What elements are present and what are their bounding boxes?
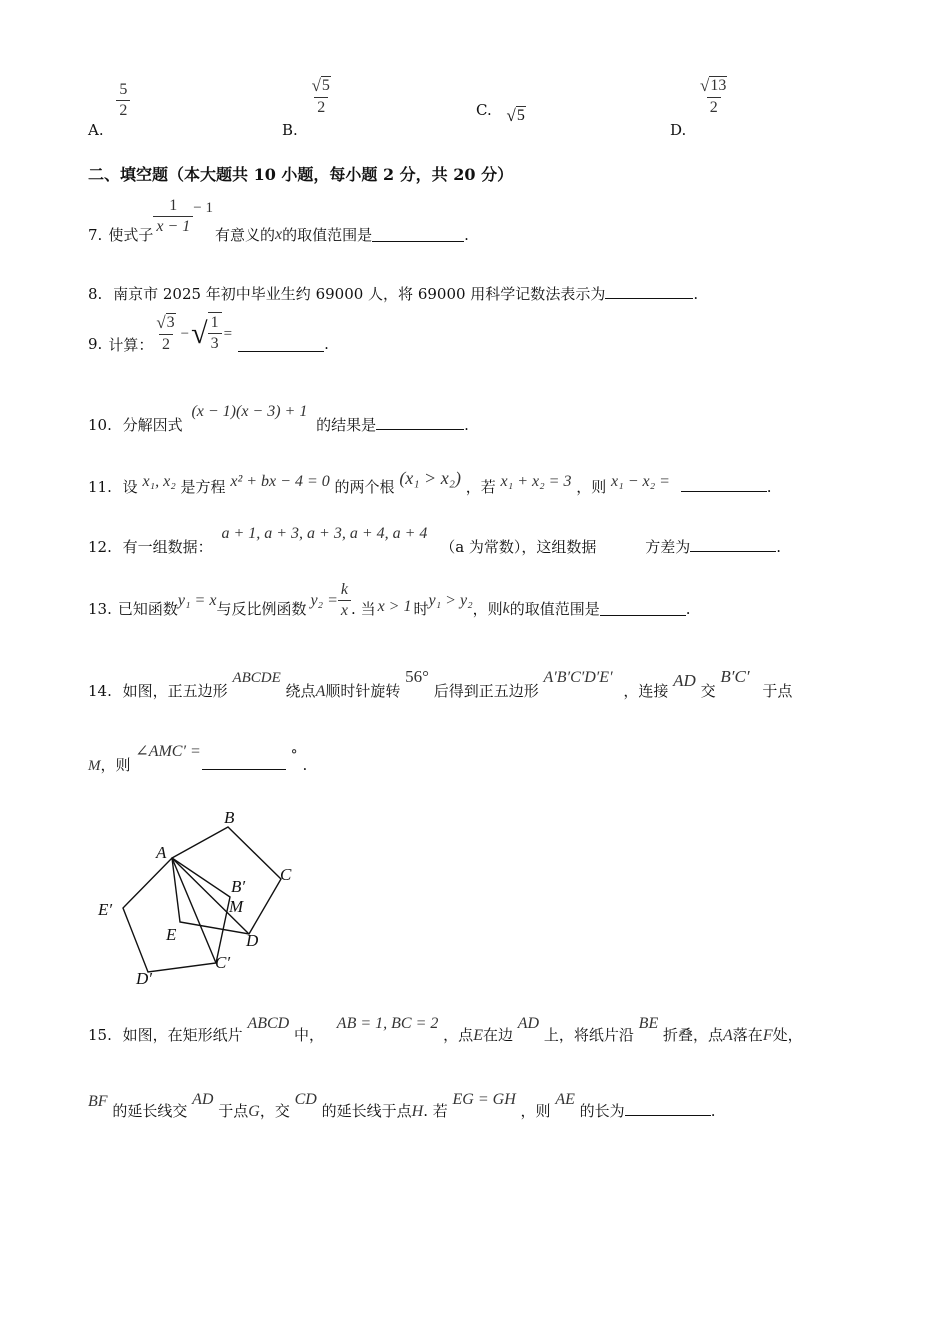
q9-sqrt-fraction: √ $\frac{1}{3}$ — [191, 312, 221, 356]
choice-c-label: C. — [476, 101, 492, 119]
q12-answer-blank[interactable] — [690, 537, 776, 552]
choice-b-fraction: √ 5 2 — [311, 76, 330, 116]
q14-answer-blank[interactable] — [202, 755, 286, 770]
choice-c-sqrt: √ 5 — [506, 106, 525, 125]
q14-figure — [90, 800, 320, 1000]
choice-d — [670, 76, 730, 139]
q11-answer-blank[interactable] — [681, 477, 767, 492]
pentagon-abcde — [172, 827, 281, 934]
choice-b — [282, 76, 334, 139]
question-8: 8. 南京市 2025 年初中毕业生约 69000 人，将 69000 用科学记数法表示为 . — [88, 285, 699, 303]
q7-answer-blank[interactable] — [372, 227, 464, 242]
choice-d-label: D. — [670, 121, 687, 139]
choice-a-label: A. — [88, 120, 104, 139]
q10-answer-blank[interactable] — [376, 415, 464, 430]
question-12: 12. 有一组数据： a + 1, a + 3, a + 3, a + 4, a + 4 （a 为常数），这组数据 方差为 . — [88, 525, 781, 556]
label-b-prime: B′ — [231, 877, 246, 896]
choice-a — [88, 80, 130, 139]
q9-answer-blank[interactable] — [238, 337, 324, 352]
q7-fraction: $\frac{1}{x - 1}$ — [153, 196, 193, 237]
label-a: A — [156, 843, 167, 862]
q8-answer-blank[interactable] — [605, 284, 693, 299]
question-7: 7. 使式子 $\frac{1}{x - 1}$ − 1 有意义的 x 的取值范围是 . — [88, 197, 469, 244]
choice-d-fraction: √ 13 2 — [700, 76, 727, 116]
label-e-prime: E′ — [98, 900, 113, 919]
pentagon-rotated — [123, 858, 230, 972]
label-m: M — [229, 897, 244, 916]
choice-b-label: B. — [282, 121, 298, 139]
q13-fraction: $\frac{k}{x}$ — [338, 580, 351, 621]
question-11: 11. 设 x₁, x₂ 是方程 x² + bx − 4 = 0 的两个根 (x₁ > x₂) ，若 x₁ + x₂ = 3 ，则 x₁ − x₂ = . — [88, 468, 772, 496]
question-14-line-2: M，则 ∠AMC′ = ∘ . — [88, 743, 308, 774]
question-9: 9. 计算： √ 3 2 − √ $\frac{1}{3}$ = . — [88, 312, 329, 356]
question-15: 15. 如图，在矩形纸片 ABCD 中， AB = 1, BC = 2 ，点E在边 AD 上，将纸片沿 BE 折叠，点A落在F处， — [88, 1015, 803, 1044]
label-b: B — [224, 808, 235, 827]
question-15-line-2: BF 的延长线交 AD 于点G，交 CD 的延长线于点H. 若 EG = GH ，则 AE 的长为 . — [88, 1091, 716, 1120]
q9-fraction-1: √ 3 2 — [156, 313, 175, 353]
label-e: E — [166, 925, 177, 944]
label-c-prime: C′ — [215, 953, 231, 972]
question-14: 14. 如图，正五边形 ABCDE 绕点A顺时针旋转 56° 后得到正五边形 A′B′C′D′E′ ，连接 AD 交 B′C′ 于点 — [88, 667, 793, 700]
label-d: D — [246, 931, 259, 950]
question-10: 10. 分解因式 (x − 1)(x − 3) + 1 的结果是 . — [88, 403, 469, 434]
label-c: C — [280, 865, 292, 884]
label-d-prime: D′ — [136, 969, 152, 988]
q13-answer-blank[interactable] — [600, 601, 686, 616]
question-13: 13. 已知函数 y₁ = x 与反比例函数 y₂ = $\frac{k}{x}$ . 当 x > 1 时 y₁ > y₂ ，则 k 的取值范围是 . — [88, 581, 691, 619]
section-title: 二、填空题（本大题共 10 小题，每小题 2 分，共 20 分） — [88, 165, 514, 184]
choice-c — [476, 100, 526, 125]
q15-answer-blank[interactable] — [625, 1101, 711, 1116]
choice-a-fraction: $\frac{5}{2}$ — [116, 80, 130, 121]
